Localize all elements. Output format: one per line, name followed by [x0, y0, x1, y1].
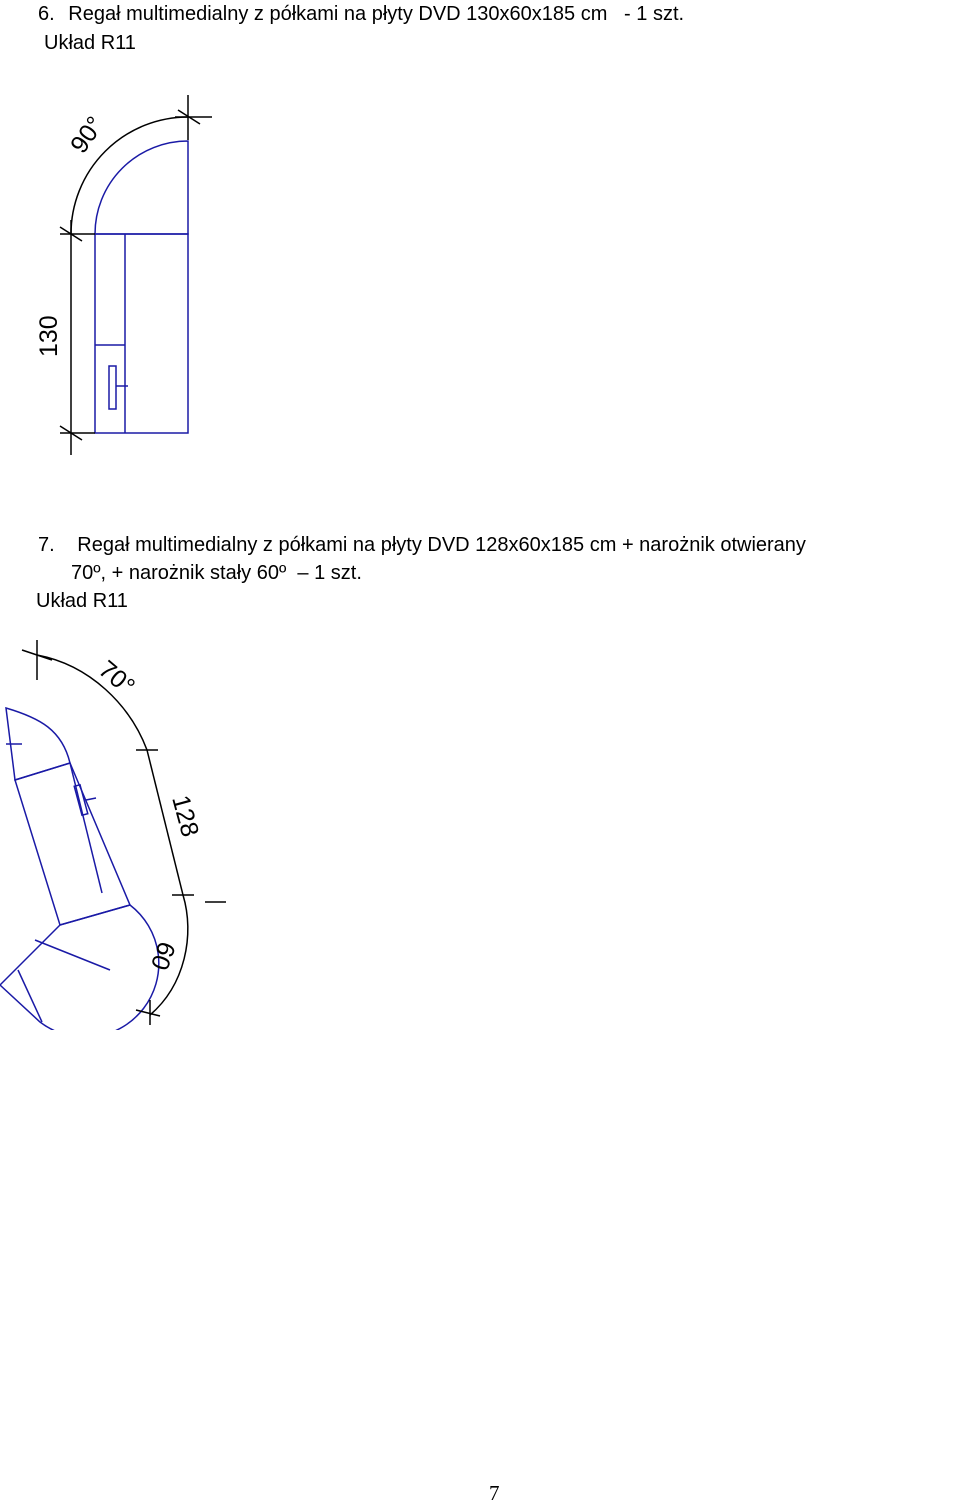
page-number: 7	[489, 1481, 500, 1505]
item7-heading-line1	[38, 533, 806, 557]
item7-corner-label: 60	[144, 937, 181, 974]
item6-length-label: 130	[35, 315, 63, 357]
item7-number: 7.	[38, 534, 55, 556]
item6-number: 6.	[38, 3, 55, 25]
item7-title-line2: 70º, + narożnik stały 60º – 1 szt.	[71, 562, 362, 584]
item7-dimension-arc-upper	[37, 655, 147, 750]
item6-title: Regał multimedialny z półkami na płyty DVD 130x60x185 cm - 1 szt.	[68, 3, 685, 25]
item7-title-line1: Regał multimedialny z półkami na płyty DVD 128x60x185 cm + narożnik otwierany	[77, 534, 806, 556]
item7-length-label: 128	[166, 792, 205, 840]
item6-arc-label: 90°	[64, 111, 110, 159]
item6-corner-outline	[95, 141, 188, 234]
item7-layout-label: Układ R11	[36, 590, 128, 612]
item7-floorplan-drawing	[0, 640, 260, 1030]
item6-handle	[109, 366, 116, 409]
item6-floorplan-drawing	[0, 80, 260, 470]
item7-arc-label: 70°	[93, 655, 141, 701]
item6-layout-label: Układ R11	[44, 32, 136, 54]
item6-heading	[38, 2, 684, 26]
item7-cabinet-outline	[15, 763, 130, 925]
item7-lower-corner-outline	[0, 905, 159, 1030]
